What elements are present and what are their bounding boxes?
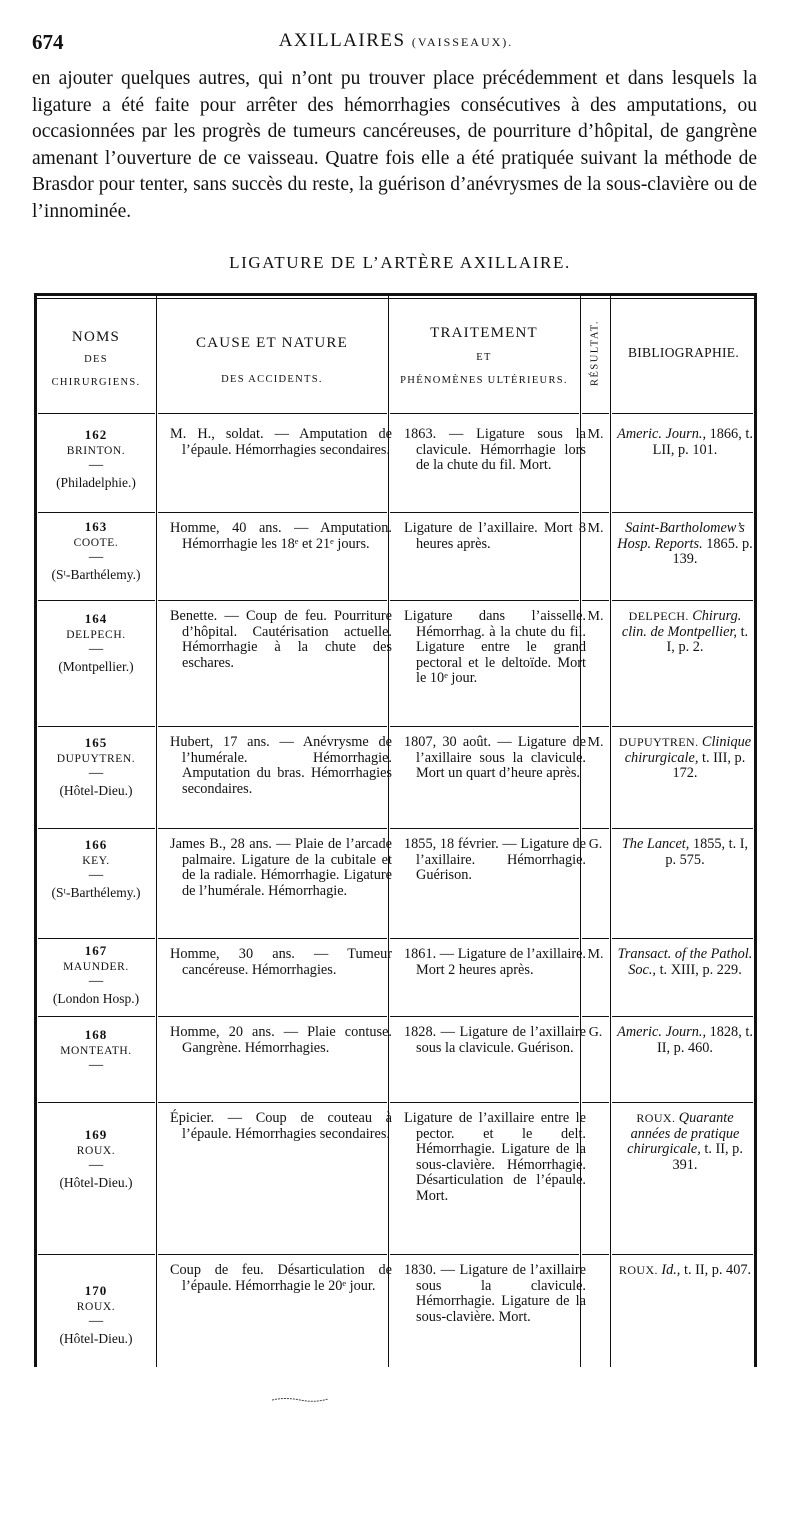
cell-surgeon <box>38 837 154 901</box>
bib-reference: 1865. p. 139. <box>672 535 753 568</box>
intro-text: en ajouter quelques autres, qui n’ont pu trouver place précédemment et dans lesquels la ligature a été faite pour arrêter des hémorrhagies consécutives à des amputations, ou occasionnées par les progrès de tumeurs cancéreuses, de pourriture d’hôpital, de gangrène amenant l’ouverture de ce vaisseau. Quatre fois elle a été pratiquée suivant la méthode de Brasdor pour tenter, sans succès du reste, la guérison d’anévrysmes de la sous-clavière ou de l’innominée. <box>32 68 757 222</box>
cell-cause: Épicier. — Coup de couteau à l’épaule. Hémorrhagies secondaires. <box>170 1110 392 1142</box>
table-row <box>34 1103 757 1255</box>
cell-bibliography <box>616 521 754 568</box>
case-number: 165 <box>84 735 108 750</box>
header-bibliographie-text: BIBLIOGRAPHIE. <box>627 345 740 360</box>
cell-treatment: Ligature de l’axillaire. Mort 8 heures après. <box>404 520 586 552</box>
cell-cause: Homme, 40 ans. — Amputation. Hémorrhagie les 18ᵉ et 21ᵉ jours. <box>170 520 392 552</box>
table-row <box>34 601 757 727</box>
case-number: 168 <box>84 1027 108 1042</box>
header-cause-1: CAUSE ET NATURE <box>196 335 348 351</box>
bib-reference: 1866, t. LII, p. 101. <box>652 426 753 458</box>
bib-author: ROUX. <box>636 1111 679 1125</box>
surgeon-name: DUPUYTREN. <box>56 752 136 765</box>
table-row <box>34 829 757 939</box>
cell-treatment: 1861. — Ligature de l’axillaire. Mort 2 heures après. <box>404 946 586 978</box>
header-noms-1: NOMS <box>71 329 121 345</box>
cell-surgeon <box>38 1127 154 1191</box>
cell-surgeon <box>38 943 154 1007</box>
cell-result: M. <box>587 947 604 962</box>
table-row <box>34 513 757 601</box>
name-dash: — <box>88 549 104 566</box>
bib-reference: 1855, t. I, p. 575. <box>665 836 749 868</box>
cell-bibliography <box>616 1111 754 1173</box>
ornament-icon <box>270 1395 330 1403</box>
table-row <box>34 939 757 1017</box>
table-row <box>34 727 757 829</box>
cell-surgeon <box>38 427 154 491</box>
bib-title: Chirurg. clin. de Montpellier, <box>621 608 742 640</box>
running-title-sub: (VAISSEAUX). <box>411 35 514 49</box>
surgeon-name: DELPECH. <box>66 628 126 641</box>
cell-surgeon <box>38 735 154 799</box>
bib-author: DUPUYTREN. <box>618 735 702 749</box>
cell-bibliography <box>616 609 754 656</box>
cell-result: G. <box>588 837 603 852</box>
table-row <box>34 1017 757 1103</box>
cell-cause: Coup de feu. Désarticulation de l’épaule. Hémorrhagie le 20ᵉ jour. <box>170 1262 392 1294</box>
cell-result: M. <box>587 735 604 750</box>
cell-treatment: 1855, 18 février. — Ligature de l’axillaire. Hémorrhagie. Guérison. <box>404 836 586 884</box>
bib-title: Saint-Bartholomew’s Hosp. Reports. <box>617 520 745 552</box>
hospital-name: (Sᵗ-Barthélemy.) <box>51 885 141 901</box>
bib-reference: t. I, p. 2. <box>666 623 749 656</box>
name-dash: — <box>88 1157 104 1174</box>
table-row <box>34 1255 757 1367</box>
cell-cause: Homme, 30 ans. — Tumeur cancéreuse. Hémorrhagies. <box>170 946 392 978</box>
header-resultat <box>582 313 608 423</box>
cell-treatment: Ligature dans l’aisselle. Hémorrhag. à la chute du fil. Ligature entre le grand pectoral et le deltoïde. Mort le 10ᵉ jour. <box>404 608 586 687</box>
table-top-rule <box>34 293 757 296</box>
bib-reference: 1828, t. II, p. 460. <box>657 1024 753 1056</box>
table-top-rule-thin <box>34 298 757 299</box>
cell-treatment: Ligature de l’axillaire entre le pector. et le delt. Hémorrhagie. Ligature de la sous-clavière. Hémorrhagie. Désarticulation de l’épaule. Mort. <box>404 1110 586 1204</box>
cell-bibliography <box>616 1025 754 1056</box>
case-number: 170 <box>84 1283 108 1298</box>
case-number: 166 <box>84 837 108 852</box>
header-rule-3 <box>390 413 579 414</box>
cell-surgeon <box>38 1283 154 1347</box>
decorative-mark <box>270 1395 330 1406</box>
header-noms-2: DES <box>84 354 108 365</box>
cell-bibliography <box>616 427 754 458</box>
cell-bibliography <box>616 837 754 868</box>
bib-title: Americ. Journ., <box>617 426 710 442</box>
cell-cause: James B., 28 ans. — Plaie de l’arcade palmaire. Ligature de la cubitale et de la radiale. Hémorrhagie. Ligature de l’humérale. Hémorrhagie. <box>170 836 392 899</box>
name-dash: — <box>88 973 104 990</box>
header-traitement-3: PHÉNOMÈNES ULTÉRIEURS. <box>400 375 568 386</box>
hospital-name: (Hôtel-Dieu.) <box>59 783 133 799</box>
cell-cause: Homme, 20 ans. — Plaie contuse. Gangrène. Hémorrhagies. <box>170 1024 392 1056</box>
running-title <box>32 30 760 52</box>
table-row <box>34 419 757 513</box>
bib-reference: t. II, p. 391. <box>672 1141 743 1173</box>
running-head <box>32 30 760 56</box>
name-dash: — <box>88 457 104 474</box>
hospital-name: (Hôtel-Dieu.) <box>59 1331 133 1347</box>
cell-cause: M. H., soldat. — Amputation de l’épaule. Hémorrhagies secondaires. <box>170 426 392 458</box>
hospital-name: (Hôtel-Dieu.) <box>59 1175 133 1191</box>
bib-title: Quarante années de pratique chirurgicale, <box>627 1110 740 1158</box>
cell-treatment: 1863. — Ligature sous la clavicule. Hémorrhagie lors de la chute du fil. Mort. <box>404 426 586 474</box>
bib-title: Transact. of the Pathol. Soc., <box>617 946 753 978</box>
page-number: 674 <box>32 30 64 54</box>
header-cause-2: DES ACCIDENTS. <box>221 374 323 385</box>
hospital-name: (Philadelphie.) <box>56 475 136 491</box>
case-number: 164 <box>84 611 108 626</box>
cell-cause: Hubert, 17 ans. — Anévrysme de l’humérale. Hémorrhagie. Amputation du bras. Hémorrhagies secondaires. <box>170 734 392 797</box>
hospital-name: (Montpellier.) <box>58 659 134 675</box>
header-resultat-text: RÉSULTAT. <box>589 319 601 387</box>
header-rule-4 <box>582 413 609 414</box>
hospital-name: (London Hosp.) <box>52 991 140 1007</box>
bib-title: Clinique chirurgicale, <box>624 734 752 766</box>
header-rule-1 <box>38 413 155 414</box>
cell-result: M. <box>587 521 604 536</box>
name-dash: — <box>88 1057 104 1074</box>
surgeon-name: COOTE. <box>73 536 119 549</box>
bib-reference: t. III, p. 172. <box>672 749 746 782</box>
cell-bibliography <box>616 947 754 978</box>
surgeon-name: ROUX. <box>76 1144 116 1157</box>
surgeon-name: MONTEATH. <box>60 1044 132 1057</box>
bib-reference: t. XIII, p. 229. <box>659 961 742 978</box>
cell-result: M. <box>587 609 604 624</box>
cell-cause: Benette. — Coup de feu. Pourriture d’hôpital. Cautérisation actuelle. Hémorrhagie à la chute des eschares. <box>170 608 392 671</box>
bib-title: Americ. Journ., <box>617 1024 710 1040</box>
header-noms-3: CHIRURGIENS. <box>51 377 141 388</box>
case-number: 162 <box>84 427 108 442</box>
cell-bibliography <box>616 735 754 782</box>
bib-title: The Lancet, <box>621 836 693 852</box>
bib-reference: t. II, p. 407. <box>683 1262 752 1278</box>
cell-bibliography <box>616 1263 754 1279</box>
case-number: 167 <box>84 943 108 958</box>
ligature-table <box>34 293 757 1367</box>
case-number: 163 <box>84 519 108 534</box>
surgeon-name: ROUX. <box>76 1300 116 1313</box>
running-title-main: AXILLAIRES <box>278 30 406 51</box>
name-dash: — <box>88 867 104 884</box>
surgeon-name: MAUNDER. <box>63 960 129 973</box>
header-rule-5 <box>612 413 753 414</box>
header-traitement-1: TRAITEMENT <box>430 325 538 341</box>
name-dash: — <box>88 641 104 658</box>
intro-paragraph <box>32 66 757 226</box>
cell-treatment: 1828. — Ligature de l’axillaire sous la clavicule. Guérison. <box>404 1024 586 1056</box>
cell-surgeon <box>38 611 154 675</box>
bib-author: DELPECH. <box>628 609 693 623</box>
cell-surgeon <box>38 519 154 583</box>
bib-author: ROUX. <box>618 1263 662 1277</box>
case-number: 169 <box>84 1127 108 1142</box>
cell-surgeon <box>38 1027 154 1074</box>
header-traitement-2: ET <box>476 352 492 363</box>
header-rule-2 <box>158 413 387 414</box>
cell-treatment: 1807, 30 août. — Ligature de l’axillaire sous la clavicule. Mort un quart d’heure après. <box>404 734 586 782</box>
bib-title: Id., <box>661 1262 684 1278</box>
surgeon-name: BRINTON. <box>66 444 126 457</box>
name-dash: — <box>88 765 104 782</box>
name-dash: — <box>88 1313 104 1330</box>
cell-result: M. <box>587 427 604 442</box>
table-title: LIGATURE DE L’ARTÈRE AXILLAIRE. <box>229 253 571 272</box>
cell-treatment: 1830. — Ligature de l’axillaire sous la clavicule. Hémorrhagie. Ligature de la sous-clavière. Mort. <box>404 1262 586 1325</box>
cell-result: G. <box>588 1025 603 1040</box>
surgeon-name: KEY. <box>82 854 110 867</box>
hospital-name: (Sᵗ-Barthélemy.) <box>51 567 141 583</box>
